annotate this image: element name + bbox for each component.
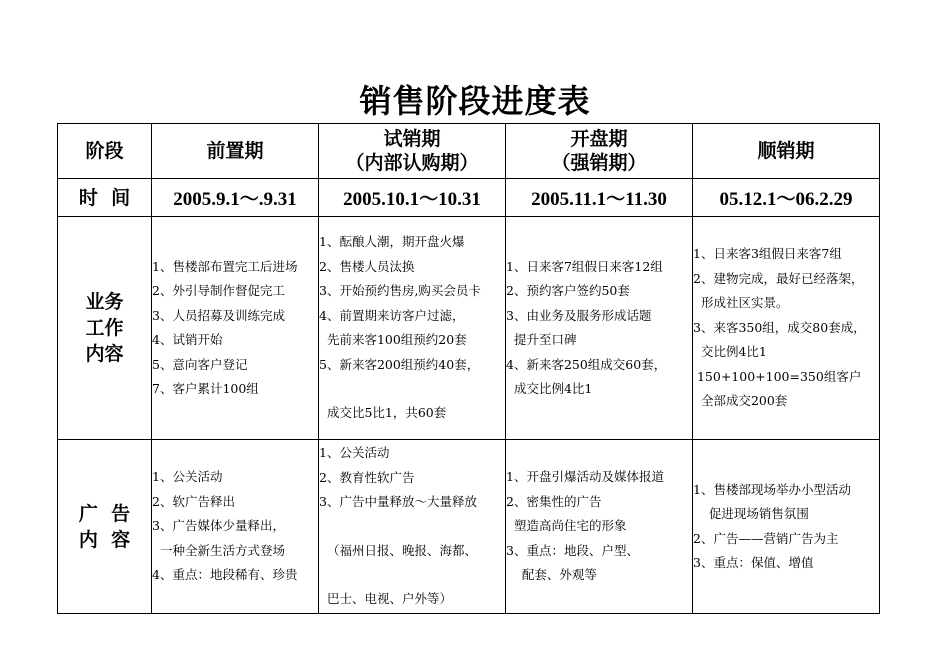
business-label-line: 业务 xyxy=(85,291,124,313)
list-item: （福州日报、晚报、海都、 xyxy=(319,542,477,558)
list-item: 3、来客350组，成交80套成， xyxy=(693,319,866,335)
list-item: 5、意向客户登记 xyxy=(152,356,248,372)
header-trial-period-title: 试销期 xyxy=(383,128,441,150)
list-item: 塑造高尚住宅的形象 xyxy=(506,518,627,534)
time-pre-period: 2005.9.1～.9.31 xyxy=(152,179,319,217)
list-item: 3、重点：地段、户型、 xyxy=(506,542,639,558)
header-trial-period xyxy=(319,124,506,179)
business-row xyxy=(58,217,880,440)
list-item: 提升至口碑 xyxy=(506,332,577,347)
list-item: 4、前置期来访客户过滤， xyxy=(319,307,465,323)
ad-trial-period xyxy=(319,440,506,614)
list-item: 3、广告中量释放～大量释放 xyxy=(319,494,477,510)
list-item: 2、密集性的广告 xyxy=(506,493,602,509)
list-item: 交比例4比1 xyxy=(693,344,767,360)
list-item: 3、广告媒体少量释出， xyxy=(152,518,285,534)
list-item: 先前来客100组预约20套 xyxy=(319,332,467,348)
sales-schedule-table xyxy=(57,123,880,614)
list-item: 5、新来客200组预约40套， xyxy=(319,356,480,372)
list-item: 成交比5比1，共60套 xyxy=(319,405,447,421)
list-item: 2、软广告释出 xyxy=(152,493,235,509)
list-item: 7、客户累计100组 xyxy=(152,381,259,396)
header-stage: 阶段 xyxy=(58,124,152,179)
business-label-line: 工作 xyxy=(85,317,124,339)
list-item: 4、新来客250组成交60套， xyxy=(506,356,667,372)
list-item: 巴士、电视、户外等） xyxy=(319,591,452,607)
list-item: 3、开始预约售房,购买会员卡 xyxy=(319,283,481,299)
list-item: 1、售楼部布置完工后进场 xyxy=(152,258,298,274)
header-steady-period: 顺销期 xyxy=(693,124,880,179)
list-item: 150+100+100=350组客户 xyxy=(693,368,862,384)
time-trial-period: 2005.10.1～10.31 xyxy=(319,179,506,217)
list-item: 1、日来客3组假日来客7组 xyxy=(693,246,842,262)
list-item: 1、公关活动 xyxy=(152,469,223,485)
header-opening-period-subtitle: （强销期） xyxy=(551,152,647,174)
list-item: 2、教育性软广告 xyxy=(319,469,415,485)
header-pre-period: 前置期 xyxy=(152,124,319,179)
time-opening-period: 2005.11.1～11.30 xyxy=(506,179,693,217)
header-row xyxy=(58,124,880,179)
list-item: 4、试销开始 xyxy=(152,332,223,347)
list-item: 2、预约客户签约50套 xyxy=(506,283,630,298)
list-item: 1、日来客7组假日来客12组 xyxy=(506,258,663,274)
list-item: 3、人员招募及训练完成 xyxy=(152,307,285,323)
list-item: 2、广告——营销广告为主 xyxy=(693,530,839,546)
business-pre-period xyxy=(152,217,319,440)
ad-opening-period xyxy=(506,440,693,614)
time-label: 时 间 xyxy=(58,179,152,217)
business-trial-period xyxy=(319,217,506,440)
time-steady-period: 05.12.1～06.2.29 xyxy=(693,179,880,217)
business-label-line: 内容 xyxy=(85,343,124,365)
ad-steady-period xyxy=(693,440,880,614)
list-item: 2、外引导制作督促完工 xyxy=(152,283,285,298)
ad-label-line: 内 容 xyxy=(78,528,131,551)
list-item: 形成社区实景。 xyxy=(693,295,789,311)
list-item: 促进现场销售氛围 xyxy=(693,506,809,521)
list-item: 一种全新生活方式登场 xyxy=(152,542,285,558)
list-item: 1、酝酿人潮，期开盘火爆 xyxy=(319,234,465,250)
list-item: 1、开盘引爆活动及媒体报道 xyxy=(506,469,664,485)
header-opening-period-title: 开盘期 xyxy=(570,128,628,150)
time-row xyxy=(58,179,880,217)
ad-pre-period xyxy=(152,440,319,614)
ad-label xyxy=(58,440,152,614)
business-opening-period xyxy=(506,217,693,440)
list-item: 1、售楼部现场举办小型活动 xyxy=(693,481,851,497)
ad-label-line: 广 告 xyxy=(78,502,131,525)
list-item: 成交比例4比1 xyxy=(506,381,593,396)
ad-row xyxy=(58,440,880,614)
business-steady-period xyxy=(693,217,880,440)
list-item: 2、售楼人员汰换 xyxy=(319,258,415,274)
list-item: 3、重点：保值、增值 xyxy=(693,555,814,570)
list-item: 全部成交200套 xyxy=(693,393,788,409)
page-title: 销售阶段进度表 xyxy=(359,82,591,120)
header-trial-period-subtitle: （内部认购期） xyxy=(345,152,479,174)
list-item: 2、建物完成，最好已经落架， xyxy=(693,270,864,286)
header-opening-period xyxy=(506,124,693,179)
list-item: 配套、外观等 xyxy=(506,567,597,583)
business-label xyxy=(58,217,152,440)
list-item: 4、重点：地段稀有、珍贵 xyxy=(152,567,298,583)
list-item: 1、公关活动 xyxy=(319,445,390,461)
list-item: 3、由业务及服务形成话题 xyxy=(506,307,652,323)
